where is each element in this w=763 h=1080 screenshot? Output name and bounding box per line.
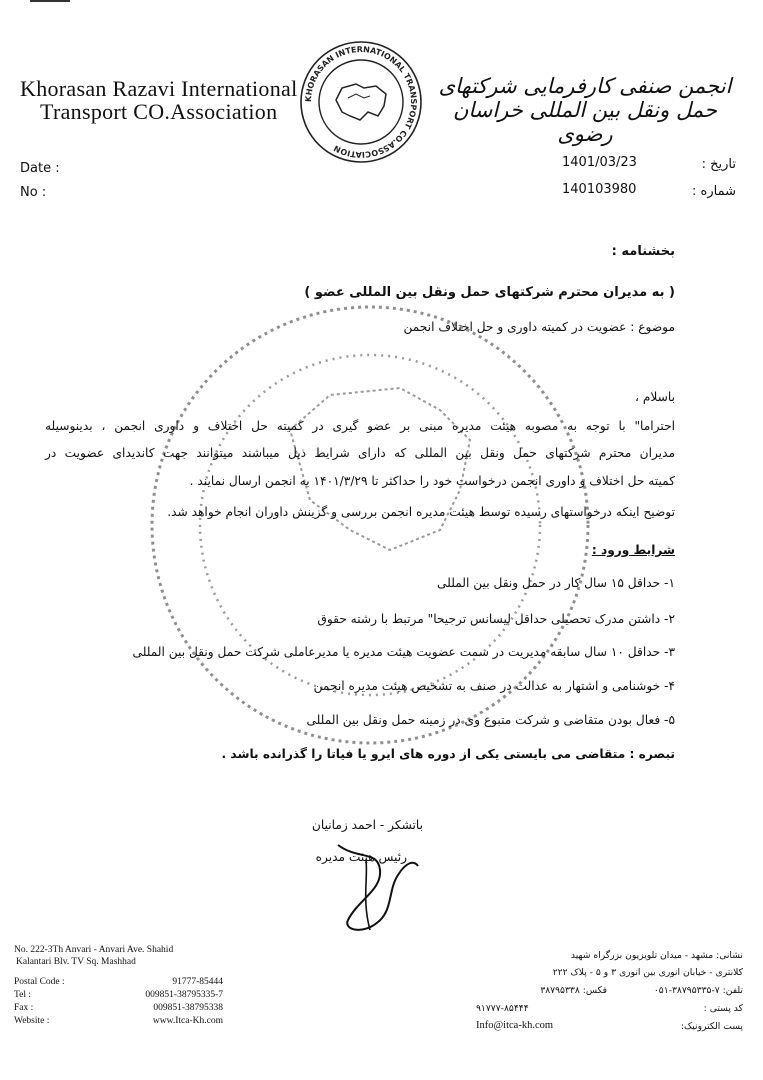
condition-item: ۳- حداقل ۱۰ سال سابقه مدیریت در سمت عضویت هیئت مدیره یا مدیرعاملی شرکت حمل ونقل بین المللی xyxy=(132,645,675,659)
no-label-en: No : xyxy=(20,185,47,200)
thanks-line: باتشکر - احمد زمانیان xyxy=(311,818,423,832)
top-mark xyxy=(30,0,70,2)
org-name-fa: انجمن صنفی کارفرمایی شرکتهای حمل ونقل بین المللی خراسان رضوی xyxy=(438,74,732,146)
date-label-fa: تاریخ : xyxy=(701,157,736,172)
paragraph-line-2: مدیران محترم شرکتهای حمل ونقل بین المللی که دارای شرایط ذیل میباشند میتوانند جهت کاندیدای عضویت در xyxy=(45,446,675,460)
greeting: باسلام ، xyxy=(635,390,675,404)
signature-mark xyxy=(315,830,428,940)
org-name-en-line1: Khorasan Razavi International xyxy=(20,76,298,101)
footer-fa-address-line1: نشانی: مشهد - میدان تلویزیون بزرگراه شهید xyxy=(570,950,743,961)
footer-en-postal-label: Postal Code : xyxy=(14,977,65,987)
paragraph-line-3: کمیته حل اختلاف و داوری انجمن درخواست خود را حداکثر تا ۱۴۰۱/۳/۲۹ به انجمن ارسال نمایند . xyxy=(189,474,675,488)
footer-fa-postal-value: ۹۱۷۷۷-۸۵۴۴۴ xyxy=(476,1003,529,1014)
footer-en-tel-value: 009851-38795335-7 xyxy=(145,990,223,1000)
conditions-title: شرایط ورود : xyxy=(591,543,675,557)
footer-en-address-line1: No. 222-3Th Anvari - Anvari Ave. Shahid xyxy=(14,945,174,955)
footer-en-website-value[interactable]: www.Itca-Kh.com xyxy=(152,1016,223,1026)
footer-fa-email-value[interactable]: Info@itca-kh.com xyxy=(476,1020,554,1031)
paragraph-line-4: توضیح اینکه درخواستهای رسیده توسط هیئت مدیره انجمن بررسی و گزینش داوران انجام خواهد شد. xyxy=(167,505,675,519)
note-line: تبصره : متقاضی می بایستی یکی از دوره های ایرو یا فیاتا را گذرانده باشد . xyxy=(221,747,675,761)
subject-line: موضوع : عضویت در کمیته داوری و حل اختلاف انجمن xyxy=(403,320,675,334)
footer-en-fax-label: Fax : xyxy=(14,1003,34,1013)
footer-fa-tel: تلفن: ۷-۳۸۷۹۵۳۳۵-۰۵۱ xyxy=(653,985,743,996)
footer-fa-email-label: پست الکترونیک: xyxy=(680,1021,743,1032)
footer-fa-fax: فکس: ۳۸۷۹۵۳۳۸ xyxy=(540,985,607,996)
date-label-en: Date : xyxy=(20,161,60,176)
footer-en-postal-value: 91777-85444 xyxy=(172,977,223,987)
no-label-fa: شماره : xyxy=(692,184,736,199)
paragraph-line-1: احتراما" با توجه به مصوبه هیئت مدیره مبنی بر عضو گیری در کمیته حل اختلاف و داوری انجمن ، بدینوسیله xyxy=(45,419,675,433)
footer-fa-address-line2: کلانتری - خیابان انوری بین انوری ۳ و ۵ - پلاک ۲۲۲ xyxy=(552,967,743,978)
signatory-title: رئیس هیئت مدیره xyxy=(315,850,407,864)
condition-item: ۴- خوشنامی و اشتهار به عدالت در صنف به تشخیص هیئت مدیره انجمن xyxy=(313,679,675,693)
footer-en-address xyxy=(14,945,234,968)
footer-fa-postal-label: کد پستی : xyxy=(703,1003,743,1014)
svg-text:KHORASAN INTERNATIONAL TRANSPO xyxy=(304,45,418,159)
seal-text: KHORASAN INTERNATIONAL TRANSPORT CO.ASSOCIATION xyxy=(303,44,419,160)
footer-en-fax-value: 009851-38795338 xyxy=(153,1003,223,1013)
no-value: 140103980 xyxy=(562,182,637,197)
footer-en-address-line2: Kalantari Blv. TV Sq. Mashhad xyxy=(16,956,136,967)
footer-en-tel-label: Tel : xyxy=(14,990,32,1000)
condition-item: ۵- فعال بودن متقاضی و شرکت متبوع وی در زمینه حمل ونقل بین المللی xyxy=(306,713,675,727)
footer-en-website-label: Website : xyxy=(14,1016,50,1026)
date-value: 1401/03/23 xyxy=(562,155,637,170)
org-name-en-line2: Transport CO.Association xyxy=(40,99,278,124)
circular-heading: بخشنامه : xyxy=(611,244,675,259)
association-seal-logo xyxy=(298,40,424,164)
condition-item: ۲- داشتن مدرک تحصیلی حداقل لیسانس ترجیحا" مرتبط با رشته حقوق xyxy=(317,612,675,626)
recipients-line: ( به مدیران محترم شرکتهای حمل ونقل بین المللی عضو ) xyxy=(304,285,675,300)
condition-item: ۱- حداقل ۱۵ سال کار در حمل ونقل بین المللی xyxy=(437,576,675,590)
